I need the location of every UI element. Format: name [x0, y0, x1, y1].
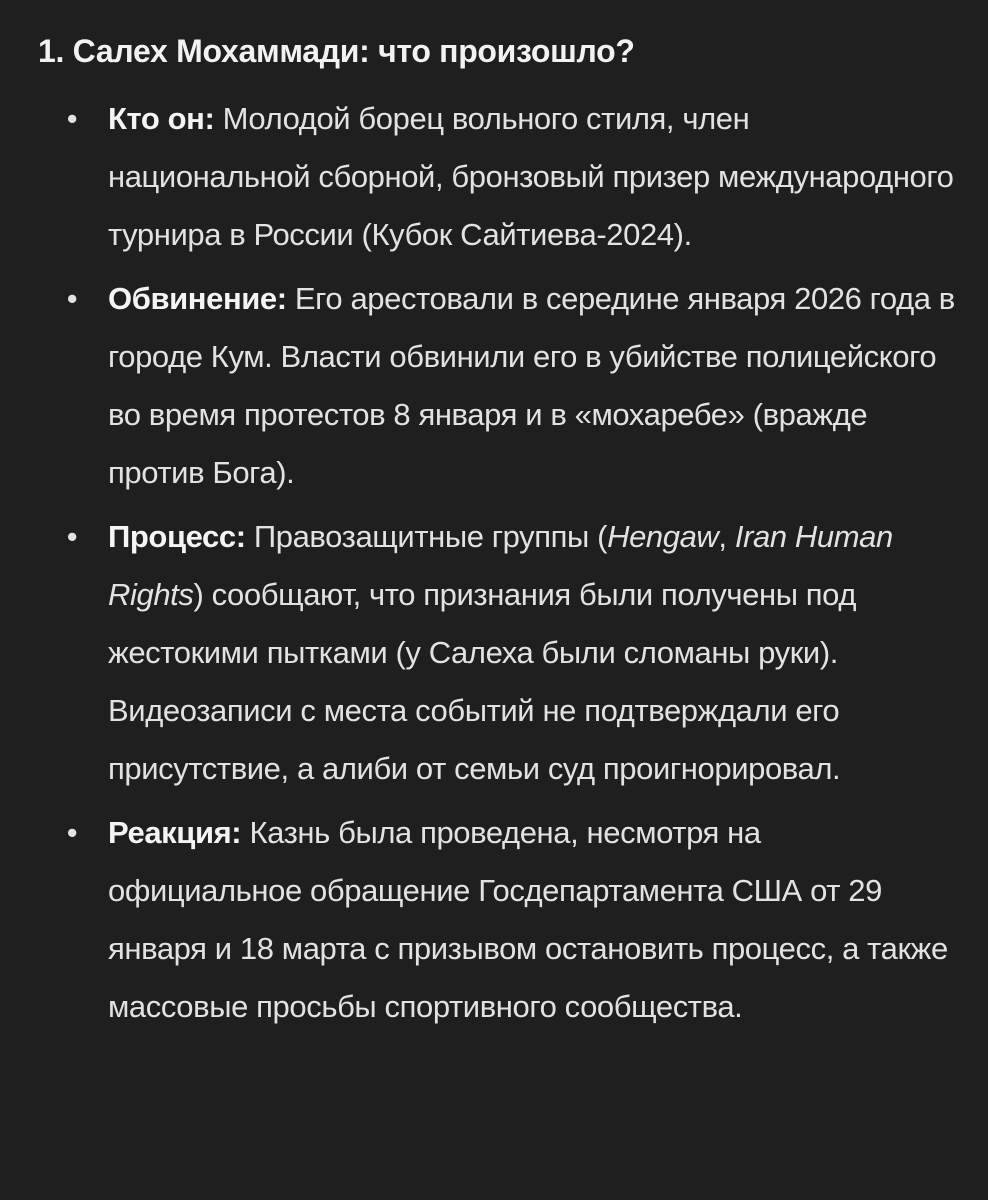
list-item-who	[38, 90, 958, 264]
list-item-process	[38, 508, 958, 798]
bullet-icon: •	[66, 101, 78, 136]
item-label: Обвинение:	[108, 281, 287, 316]
item-label: Реакция:	[108, 815, 242, 850]
org-name-hengaw: Hengaw	[607, 519, 719, 554]
item-label: Процесс:	[108, 519, 246, 554]
bullet-icon: •	[66, 815, 78, 850]
bullet-icon: •	[66, 281, 78, 316]
item-text: Молодой борец вольного стиля, член национальной сборной, бронзовый призер международного турнира в России (Кубок Сайтиева-2024).	[108, 101, 954, 252]
article-section	[38, 30, 958, 1042]
item-text: ,	[718, 519, 735, 554]
item-text: ) сообщают, что признания были получены под жестокими пытками (у Салеха были сломаны руки). Видеозаписи с места событий не подтверждали его присутствие, а алиби от семьи суд проигнорировал.	[108, 577, 857, 786]
org-name-iran-human-rights: Iran Human Rights	[108, 519, 893, 612]
bullet-icon: •	[66, 519, 78, 554]
item-label: Кто он:	[108, 101, 215, 136]
item-text: Его арестовали в середине января 2026 года в городе Кум. Власти обвинили его в убийстве полицейского во время протестов 8 января и в «мохаребе» (вражде против Бога).	[108, 281, 955, 490]
list-item-accusation	[38, 270, 958, 502]
item-text: Казнь была проведена, несмотря на официальное обращение Госдепартамента США от 29 января и 18 марта с призывом остановить процесс, а также массовые просьбы спортивного сообщества.	[108, 815, 948, 1024]
bullet-list	[38, 90, 958, 1036]
list-item-reaction	[38, 804, 958, 1036]
item-text: Правозащитные группы (	[245, 519, 608, 554]
section-heading: 1. Салех Мохаммади: что произошло?	[38, 33, 635, 69]
